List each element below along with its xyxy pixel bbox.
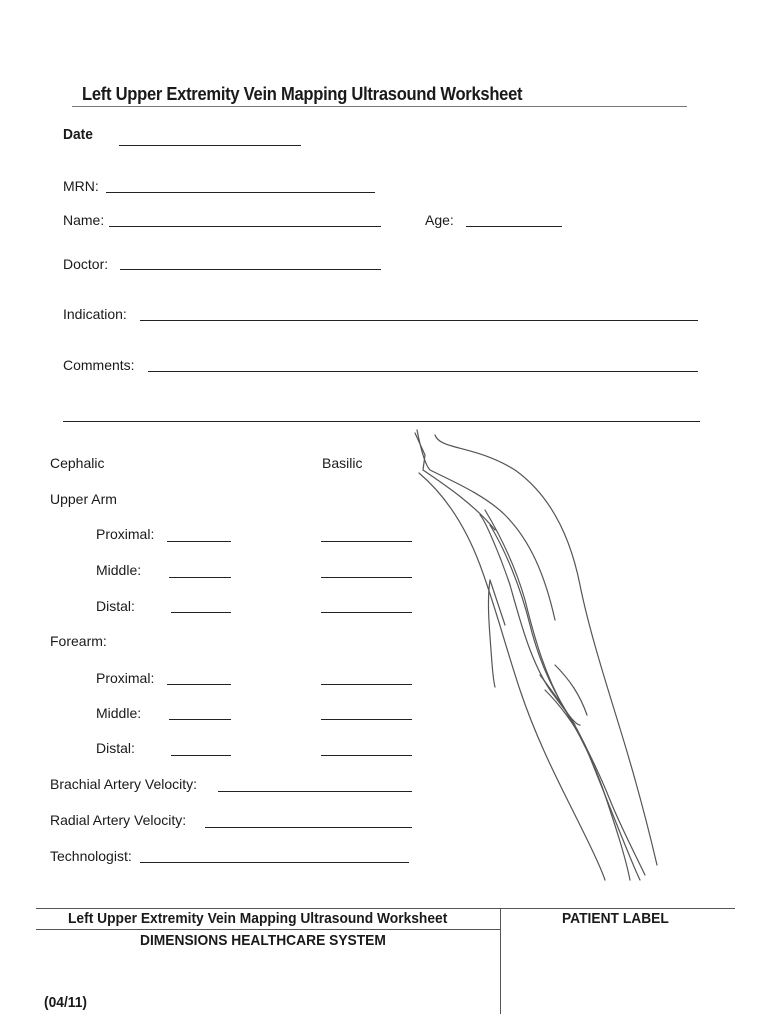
footer-top-rule (36, 908, 735, 909)
date-field[interactable] (119, 145, 301, 146)
arm-vein-sketch-icon (405, 425, 715, 890)
forearm-middle-label: Middle: (96, 705, 142, 721)
date-label: Date (63, 126, 93, 143)
age-field[interactable] (466, 226, 562, 227)
indication-field[interactable] (140, 320, 698, 321)
comments-field-line-2[interactable] (63, 421, 700, 422)
doctor-label: Doctor: (63, 256, 109, 272)
upper-arm-proximal-basilic-field[interactable] (321, 541, 412, 542)
comments-label: Comments: (63, 357, 135, 373)
radial-velocity-field[interactable] (205, 827, 412, 828)
footer-form-title: Left Upper Extremity Vein Mapping Ultrasound Worksheet (68, 910, 448, 927)
indication-label: Indication: (63, 306, 127, 322)
upper-arm-distal-basilic-field[interactable] (321, 612, 412, 613)
radial-velocity-label: Radial Artery Velocity: (50, 812, 187, 828)
mrn-field[interactable] (106, 192, 375, 193)
forearm-proximal-cephalic-field[interactable] (167, 684, 231, 685)
revision-date: (04/11) (44, 994, 87, 1011)
upper-arm-distal-label: Distal: (96, 598, 135, 614)
footer-mid-rule (36, 929, 501, 930)
forearm-middle-basilic-field[interactable] (321, 719, 412, 720)
upper-arm-proximal-cephalic-field[interactable] (167, 541, 231, 542)
page-title: Left Upper Extremity Vein Mapping Ultrasound Worksheet (82, 84, 523, 104)
footer-organization: DIMENSIONS HEALTHCARE SYSTEM (140, 932, 386, 949)
name-field[interactable] (109, 226, 381, 227)
forearm-middle-cephalic-field[interactable] (169, 719, 231, 720)
title-underline (72, 106, 687, 107)
basilic-header: Basilic (322, 455, 363, 471)
forearm-distal-basilic-field[interactable] (321, 755, 412, 756)
upper-arm-middle-cephalic-field[interactable] (169, 577, 231, 578)
upper-arm-middle-basilic-field[interactable] (321, 577, 412, 578)
footer-divider (500, 908, 501, 1014)
forearm-proximal-label: Proximal: (96, 670, 155, 686)
mrn-label: MRN: (63, 178, 99, 194)
name-label: Name: (63, 212, 105, 228)
upper-arm-proximal-label: Proximal: (96, 526, 155, 542)
forearm-distal-label: Distal: (96, 740, 135, 756)
technologist-field[interactable] (140, 862, 409, 863)
patient-label-box: PATIENT LABEL (562, 910, 669, 927)
forearm-proximal-basilic-field[interactable] (321, 684, 412, 685)
brachial-velocity-field[interactable] (218, 791, 412, 792)
forearm-label: Forearm: (50, 633, 107, 649)
age-label: Age: (425, 212, 454, 228)
upper-arm-distal-cephalic-field[interactable] (171, 612, 231, 613)
doctor-field[interactable] (120, 269, 381, 270)
technologist-label: Technologist: (50, 848, 132, 864)
brachial-velocity-label: Brachial Artery Velocity: (50, 776, 198, 792)
upper-arm-middle-label: Middle: (96, 562, 142, 578)
upper-arm-label: Upper Arm (50, 491, 117, 507)
comments-field[interactable] (148, 371, 698, 372)
forearm-distal-cephalic-field[interactable] (171, 755, 231, 756)
cephalic-header: Cephalic (50, 455, 105, 471)
